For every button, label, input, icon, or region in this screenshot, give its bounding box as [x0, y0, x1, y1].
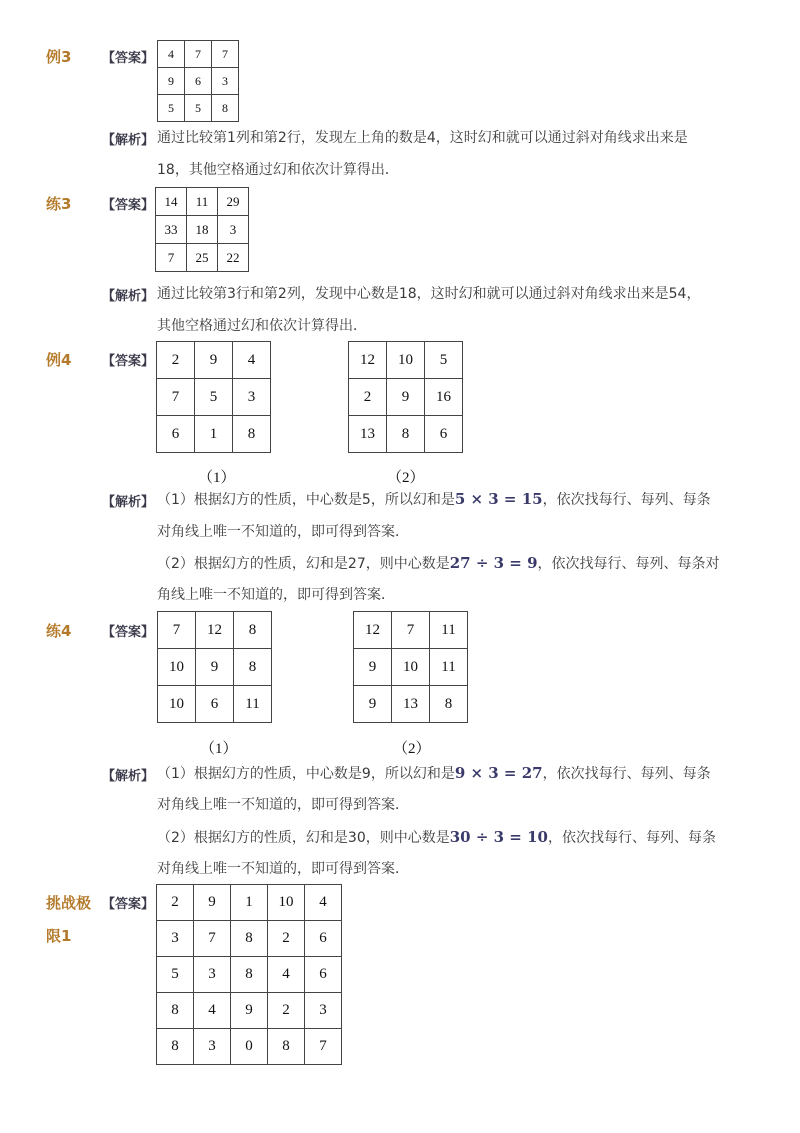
- grid-cell: 9: [354, 686, 392, 723]
- grid-cell: 5: [185, 95, 212, 122]
- grid-row: [158, 649, 272, 686]
- grid-cell: 2: [157, 342, 195, 379]
- section-label-challenge1-line2: 限1: [46, 927, 72, 945]
- grid-cell: 2: [268, 921, 305, 957]
- grid-cell: 9: [194, 885, 231, 921]
- grid-cell: 10: [268, 885, 305, 921]
- grid-row: [158, 95, 239, 122]
- grid-cell: 5: [195, 379, 233, 416]
- grid-cell: 16: [425, 379, 463, 416]
- analysis-line: 其他空格通过幻和依次计算得出．: [157, 318, 367, 334]
- grid-cell: 6: [305, 957, 342, 993]
- grid-cell: 8: [268, 1029, 305, 1065]
- grid-cell: 7: [305, 1029, 342, 1065]
- grid-cell: 7: [158, 612, 196, 649]
- grid-row: [157, 379, 271, 416]
- grid-cell: 9: [158, 68, 185, 95]
- grid-cell: 6: [305, 921, 342, 957]
- grid-cell: 4: [268, 957, 305, 993]
- grid-cell: 8: [387, 416, 425, 453]
- analysis-line: 角线上唯一不知道的，即可得到答案．: [157, 587, 395, 603]
- grid-cell: 8: [234, 649, 272, 686]
- grid-row: [157, 416, 271, 453]
- grid-cell: 3: [194, 1029, 231, 1065]
- analysis-paragraph: （2）根据幻方的性质，幻和是27，则中心数是27 ÷ 3 = 9，依次找每行、每列、每条对: [157, 554, 720, 572]
- grid-cell: 1: [195, 416, 233, 453]
- grid-cell: 5: [158, 95, 185, 122]
- grid-caption: （2）: [387, 470, 425, 486]
- grid-cell: 8: [157, 1029, 194, 1065]
- grid-cell: 8: [212, 95, 239, 122]
- grid-cell: 13: [349, 416, 387, 453]
- grid-cell: 11: [187, 188, 218, 216]
- grid-cell: 3: [157, 921, 194, 957]
- grid-cell: 9: [354, 649, 392, 686]
- analysis-line: 对角线上唯一不知道的，即可得到答案．: [157, 797, 409, 813]
- grid-cell: 12: [354, 612, 392, 649]
- grid-cell: 7: [212, 41, 239, 68]
- answer-tag: 【答案】: [102, 198, 155, 213]
- section-label-li4: 例4: [46, 351, 72, 369]
- grid-cell: 10: [158, 686, 196, 723]
- grid-cell: 3: [305, 993, 342, 1029]
- grid-cell: 9: [231, 993, 268, 1029]
- grid-cell: 9: [387, 379, 425, 416]
- grid-cell: 7: [157, 379, 195, 416]
- grid-caption: （1）: [200, 741, 238, 757]
- answer-grid-lian3: [155, 187, 249, 272]
- analysis-tag: 【解析】: [102, 769, 155, 784]
- analysis-line: 对角线上唯一不知道的，即可得到答案．: [157, 861, 409, 877]
- grid-cell: 0: [231, 1029, 268, 1065]
- grid-cell: 33: [156, 216, 187, 244]
- grid-cell: 3: [212, 68, 239, 95]
- grid-cell: 12: [349, 342, 387, 379]
- grid-cell: 9: [195, 342, 233, 379]
- grid-cell: 7: [156, 244, 187, 272]
- grid-cell: 2: [157, 885, 194, 921]
- answer-grid-li4-1: [156, 341, 271, 453]
- analysis-paragraph: （1）根据幻方的性质，中心数是5，所以幻和是5 × 3 = 15，依次找每行、每列、每条: [157, 490, 711, 508]
- grid-cell: 6: [196, 686, 234, 723]
- analysis-paragraph: （1）根据幻方的性质，中心数是9，所以幻和是9 × 3 = 27，依次找每行、每列、每条: [157, 764, 711, 782]
- grid-row: [157, 957, 342, 993]
- answer-tag: 【答案】: [102, 51, 155, 66]
- answer-tag: 【答案】: [102, 625, 155, 640]
- section-label-li3: 例3: [46, 48, 72, 66]
- grid-row: [157, 885, 342, 921]
- analysis-line: 对角线上唯一不知道的，即可得到答案．: [157, 524, 409, 540]
- grid-cell: 7: [392, 612, 430, 649]
- math-expression: 27 ÷ 3 = 9: [449, 554, 538, 572]
- grid-row: [349, 342, 463, 379]
- grid-row: [349, 379, 463, 416]
- grid-row: [354, 612, 468, 649]
- grid-row: [354, 649, 468, 686]
- grid-row: [158, 612, 272, 649]
- grid-cell: 11: [234, 686, 272, 723]
- grid-cell: 8: [233, 416, 271, 453]
- grid-cell: 25: [187, 244, 218, 272]
- answer-grid-li3: [157, 40, 239, 122]
- grid-row: [157, 1029, 342, 1065]
- grid-cell: 5: [425, 342, 463, 379]
- grid-row: [157, 342, 271, 379]
- answer-grid-lian4-1: [157, 611, 272, 723]
- answer-grid-lian4-2: [353, 611, 468, 723]
- grid-cell: 4: [194, 993, 231, 1029]
- grid-cell: 22: [218, 244, 249, 272]
- grid-cell: 9: [196, 649, 234, 686]
- analysis-tag: 【解析】: [102, 133, 155, 148]
- analysis-tag: 【解析】: [102, 289, 155, 304]
- grid-row: [156, 244, 249, 272]
- answer-tag: 【答案】: [102, 354, 155, 369]
- analysis-paragraph: （2）根据幻方的性质，幻和是30，则中心数是30 ÷ 3 = 10，依次找每行、每列、每条: [157, 828, 716, 846]
- grid-row: [156, 216, 249, 244]
- math-expression: 5 × 3 = 15: [454, 490, 543, 508]
- grid-cell: 2: [349, 379, 387, 416]
- grid-cell: 8: [231, 957, 268, 993]
- grid-cell: 3: [233, 379, 271, 416]
- grid-cell: 8: [234, 612, 272, 649]
- answer-grid-challenge1: [156, 884, 342, 1065]
- grid-cell: 1: [231, 885, 268, 921]
- grid-cell: 7: [185, 41, 212, 68]
- math-expression: 9 × 3 = 27: [454, 764, 543, 782]
- grid-cell: 4: [158, 41, 185, 68]
- grid-cell: 7: [194, 921, 231, 957]
- grid-cell: 11: [430, 649, 468, 686]
- analysis-tag: 【解析】: [102, 495, 155, 510]
- grid-cell: 8: [231, 921, 268, 957]
- grid-cell: 13: [392, 686, 430, 723]
- grid-row: [354, 686, 468, 723]
- grid-row: [158, 68, 239, 95]
- math-expression: 30 ÷ 3 = 10: [449, 828, 548, 846]
- grid-cell: 10: [387, 342, 425, 379]
- grid-cell: 6: [157, 416, 195, 453]
- grid-cell: 14: [156, 188, 187, 216]
- grid-caption: （2）: [393, 741, 431, 757]
- grid-row: [156, 188, 249, 216]
- section-label-lian3: 练3: [46, 195, 72, 213]
- grid-caption: （1）: [198, 470, 236, 486]
- grid-row: [157, 993, 342, 1029]
- grid-cell: 2: [268, 993, 305, 1029]
- grid-cell: 6: [185, 68, 212, 95]
- grid-cell: 10: [392, 649, 430, 686]
- grid-cell: 10: [158, 649, 196, 686]
- grid-cell: 6: [425, 416, 463, 453]
- grid-row: [349, 416, 463, 453]
- grid-cell: 11: [430, 612, 468, 649]
- grid-cell: 5: [157, 957, 194, 993]
- grid-row: [158, 686, 272, 723]
- section-label-challenge1: 挑战极: [46, 894, 92, 912]
- grid-cell: 29: [218, 188, 249, 216]
- section-label-lian4: 练4: [46, 622, 72, 640]
- grid-cell: 18: [187, 216, 218, 244]
- grid-cell: 4: [233, 342, 271, 379]
- grid-row: [157, 921, 342, 957]
- grid-cell: 12: [196, 612, 234, 649]
- analysis-line: 通过比较第3行和第2列，发现中心数是18，这时幻和就可以通过斜对角线求出来是54，: [157, 286, 701, 302]
- grid-cell: 8: [430, 686, 468, 723]
- grid-cell: 4: [305, 885, 342, 921]
- answer-tag: 【答案】: [102, 897, 155, 912]
- grid-cell: 3: [218, 216, 249, 244]
- grid-cell: 3: [194, 957, 231, 993]
- grid-cell: 8: [157, 993, 194, 1029]
- grid-row: [158, 41, 239, 68]
- answer-grid-li4-2: [348, 341, 463, 453]
- analysis-line: 18，其他空格通过幻和依次计算得出．: [157, 162, 399, 178]
- analysis-line: 通过比较第1列和第2行，发现左上角的数是4，这时幻和就可以通过斜对角线求出来是: [157, 130, 688, 146]
